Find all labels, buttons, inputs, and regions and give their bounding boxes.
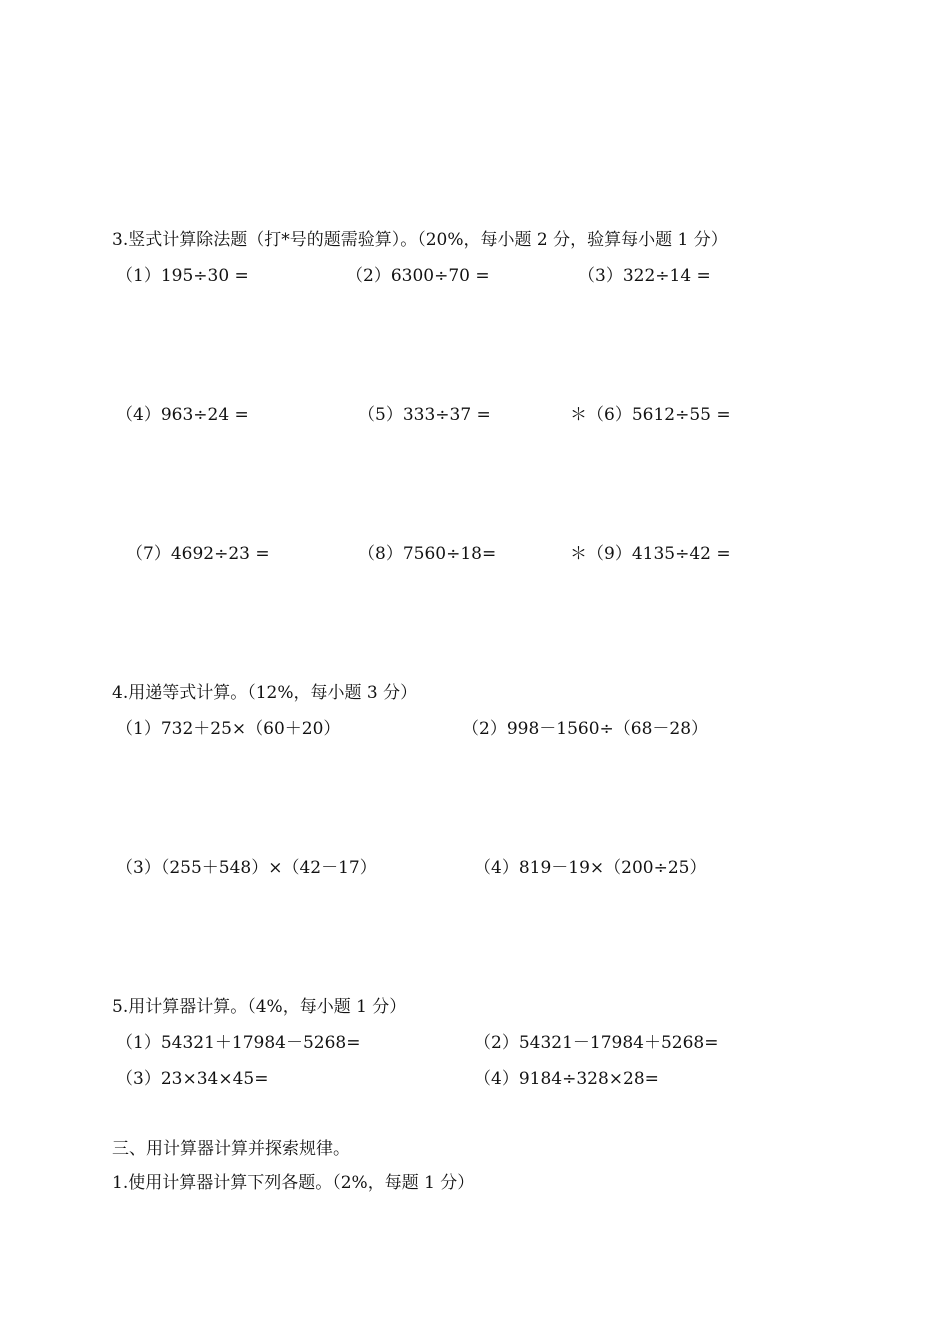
part3-question-1: 1.使用计算器计算下列各题。（2%，每题 1 分） (112, 1173, 475, 1193)
section5-heading: 5.用计算器计算。（4%，每小题 1 分） (112, 997, 407, 1017)
problem-3-9: ＊（9）4135÷42 = (570, 544, 731, 564)
problem-3-6: ＊（6）5612÷55 = (570, 405, 731, 425)
section4-heading: 4.用递等式计算。（12%，每小题 3 分） (112, 683, 418, 703)
problem-3-4: （4）963÷24 = (116, 405, 249, 425)
problem-5-4: （4）9184÷328×28= (474, 1069, 659, 1089)
problem-3-2: （2）6300÷70 = (346, 266, 490, 286)
problem-3-1: （1）195÷30 = (116, 266, 249, 286)
problem-5-2: （2）54321－17984＋5268= (474, 1033, 719, 1053)
problem-5-1: （1）54321＋17984－5268= (116, 1033, 361, 1053)
problem-4-2: （2）998－1560÷（68－28） (462, 719, 709, 739)
problem-3-8: （8）7560÷18= (358, 544, 497, 564)
problem-4-1: （1）732＋25×（60＋20） (116, 719, 341, 739)
section3-heading: 3.竖式计算除法题（打*号的题需验算）。（20%，每小题 2 分，验算每小题 1 分） (112, 230, 728, 250)
problem-4-3: （3）（255＋548）×（42－17） (116, 858, 377, 878)
problem-3-7: （7）4692÷23 = (126, 544, 270, 564)
problem-3-5: （5）333÷37 = (358, 405, 491, 425)
part3-heading: 三、用计算器计算并探索规律。 (112, 1139, 350, 1159)
problem-4-4: （4）819－19×（200÷25） (474, 858, 707, 878)
problem-5-3: （3）23×34×45= (116, 1069, 269, 1089)
problem-3-3: （3）322÷14 = (578, 266, 711, 286)
